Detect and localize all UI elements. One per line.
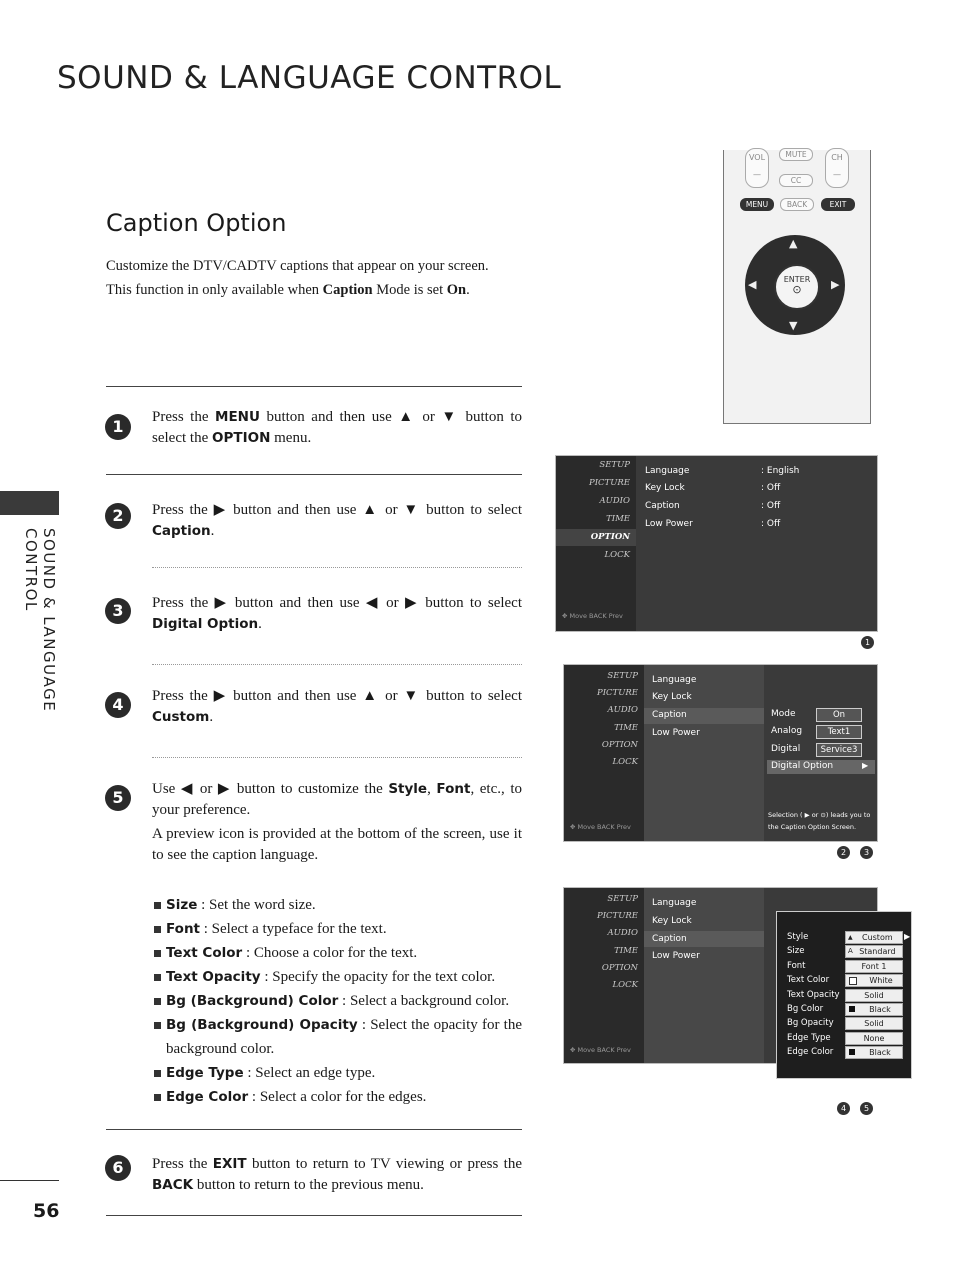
move-icon: ✥ — [562, 612, 568, 620]
intro-text: Mode is set — [372, 281, 447, 298]
step-number-4: 4 — [105, 692, 131, 718]
vol-rocker — [745, 148, 769, 188]
popup-value: Custom — [861, 933, 893, 942]
keyword-menu: MENU — [215, 409, 260, 425]
step-text: , — [427, 781, 437, 797]
arrow-right-icon: ▶ — [831, 278, 840, 291]
osd-list-item: Caption — [652, 934, 687, 944]
section-intro — [106, 256, 526, 303]
osd-menu-picture: PICTURE — [596, 688, 638, 698]
intro-keyword-on: On — [446, 281, 467, 298]
option-term: Text Opacity — [166, 969, 261, 985]
list-item — [152, 941, 522, 965]
step-text: . — [209, 709, 214, 725]
step-6-text — [152, 1154, 522, 1196]
list-item — [152, 917, 522, 941]
color-swatch-icon — [849, 1049, 855, 1055]
exit-button: EXIT — [821, 198, 855, 211]
osd-footer-move: Move — [577, 1046, 595, 1054]
osd-menu-setup: SETUP — [599, 460, 630, 470]
color-swatch-icon — [849, 977, 857, 985]
bullet-square-icon — [154, 1022, 161, 1029]
osd-list-item: Language — [652, 898, 697, 908]
arrow-left-icon: ◀ — [748, 278, 757, 291]
osd-menu-option: OPTION — [601, 963, 638, 973]
option-desc: : Select a background color. — [338, 993, 510, 1009]
bullet-square-icon — [154, 950, 161, 957]
option-desc: : Select a typeface for the text. — [200, 921, 387, 937]
list-item — [152, 965, 522, 989]
dotted-divider — [152, 567, 522, 568]
osd-list-item: Low Power — [652, 728, 700, 738]
popup-label: Font — [787, 961, 806, 971]
sidebar-section-label: SOUND & LANGUAGE CONTROL — [22, 528, 58, 713]
size-preview-icon: A — [848, 947, 853, 955]
list-item — [152, 893, 522, 917]
popup-label: Bg Color — [787, 1004, 824, 1014]
osd-list-item: Language — [652, 675, 697, 685]
intro-text: This function in only available when — [106, 281, 323, 298]
osd-row-value: : Off — [761, 483, 781, 493]
popup-label: Text Color — [787, 975, 830, 985]
osd-menu-option: OPTION — [601, 740, 638, 750]
list-item — [152, 1013, 522, 1061]
osd-mode-field: On — [816, 708, 862, 722]
section-heading: Caption Option — [106, 209, 287, 237]
osd-menu-option: OPTION — [590, 532, 630, 542]
osd-list-item: Key Lock — [652, 916, 692, 926]
osd-analog-label: Analog — [771, 726, 803, 736]
step-text: . — [258, 616, 262, 632]
osd-hint-note: Selection ( ▶ or ⊙) leads you to the Caption Option Screen. — [768, 811, 871, 831]
intro-keyword-caption: Caption — [322, 281, 373, 298]
step-2-text — [152, 500, 522, 542]
step-text: Press the ▶ button and then use ▲ or ▼ button to select — [152, 688, 522, 704]
bullet-square-icon — [154, 1094, 161, 1101]
osd-footer — [570, 823, 631, 831]
popup-field — [845, 945, 903, 958]
keyword-font: Font — [436, 781, 471, 797]
screen-step-badge: 1 — [861, 636, 874, 649]
option-desc: : Choose a color for the text. — [242, 945, 418, 961]
osd-row-label: Low Power — [645, 519, 693, 529]
osd-row-label: Key Lock — [645, 483, 685, 493]
popup-field — [845, 974, 903, 987]
popup-field — [845, 1003, 903, 1016]
ch-rocker — [825, 148, 849, 188]
step-text: . — [210, 523, 215, 539]
option-desc: : Select the opacity for the background color. — [166, 1017, 523, 1057]
sidebar-tab — [0, 491, 59, 515]
osd-footer-move: Move — [569, 612, 587, 620]
popup-label: Size — [787, 946, 805, 956]
osd-menu-audio: AUDIO — [599, 496, 630, 506]
screen-step-badge: 3 — [860, 846, 873, 859]
step-text: Press the ▶ button and then use ◀ or ▶ button to select — [152, 595, 522, 611]
step-text: Press the ▶ button and then use ▲ or ▼ button to select — [152, 502, 522, 518]
osd-footer — [570, 1046, 631, 1054]
ch-label: CH — [831, 153, 843, 162]
step-text: Press the — [152, 409, 216, 425]
intro-paragraph-2 — [106, 280, 526, 302]
osd-list-item: Key Lock — [652, 692, 692, 702]
osd-digital-option-label: Digital Option — [771, 761, 834, 771]
popup-value: Black — [869, 1005, 891, 1014]
bullet-square-icon — [154, 974, 161, 981]
popup-field: Solid — [845, 989, 903, 1002]
keyword-option: OPTION — [211, 430, 271, 446]
step-text: button to return to TV viewing or press the — [246, 1156, 522, 1172]
vol-minus: — — [753, 170, 761, 179]
screen-step-badge: 2 — [837, 846, 850, 859]
step-number-2: 2 — [105, 503, 131, 529]
step-1-text — [152, 407, 522, 449]
osd-footer-prev: Prev — [616, 823, 631, 831]
keyword-caption: Caption — [152, 523, 211, 539]
step-3-text — [152, 593, 522, 635]
move-icon: ✥ — [570, 1046, 576, 1054]
popup-label: Bg Opacity — [787, 1018, 834, 1028]
popup-label: Edge Type — [787, 1033, 831, 1043]
option-desc: : Specify the opacity for the text color. — [260, 969, 496, 985]
keyword-style: Style — [388, 781, 428, 797]
keyword-exit: EXIT — [212, 1156, 247, 1172]
move-icon: ✥ — [570, 823, 576, 831]
dotted-divider — [152, 664, 522, 665]
option-term: Edge Type — [166, 1065, 244, 1081]
option-term: Bg (Background) Opacity — [166, 1017, 358, 1033]
caption-option-list — [152, 893, 522, 1109]
osd-footer-back-key: BACK — [597, 1046, 615, 1054]
arrow-right-icon: ▶ — [862, 761, 869, 770]
osd-footer-move: Move — [577, 823, 595, 831]
step-5-extra: A preview icon is provided at the bottom of the screen, use it to see the caption language. — [152, 826, 522, 863]
ch-minus: — — [833, 170, 841, 179]
osd-menu-lock: LOCK — [604, 550, 630, 560]
divider — [106, 1129, 522, 1130]
enter-label: ENTER — [783, 275, 811, 284]
enter-dot-icon: ⊙ — [792, 283, 802, 296]
option-term: Bg (Background) Color — [166, 993, 339, 1009]
osd-menu-setup: SETUP — [607, 894, 638, 904]
color-swatch-icon — [849, 1006, 855, 1012]
osd-menu-time: TIME — [614, 723, 638, 733]
popup-label: Style — [787, 932, 809, 942]
popup-value: White — [869, 976, 893, 985]
osd-menu-sidebar — [564, 888, 644, 1063]
step-text: button and then use ▲ or ▼ button to select the — [152, 409, 522, 446]
list-item — [152, 989, 522, 1013]
updown-icon: ▲ — [848, 934, 853, 941]
divider — [106, 474, 522, 475]
screen-step-badge: 5 — [860, 1102, 873, 1115]
remote-control-illustration — [723, 150, 871, 424]
step-number-5: 5 — [105, 785, 131, 811]
step-text: button to return to the previous menu. — [193, 1177, 424, 1193]
list-item — [152, 1061, 522, 1085]
osd-footer-prev: Prev — [608, 612, 623, 620]
step-4-text — [152, 686, 522, 728]
osd-submenu-panel — [644, 888, 764, 1063]
bullet-square-icon — [154, 998, 161, 1005]
osd-screen-1 — [555, 455, 878, 632]
osd-row-value: : Off — [761, 501, 781, 511]
popup-value: Black — [869, 1048, 891, 1057]
osd-row-value: : English — [761, 466, 800, 476]
osd-footer — [562, 612, 623, 620]
step-5-paragraph — [152, 779, 522, 821]
step-5-text — [152, 779, 522, 869]
bullet-square-icon — [154, 926, 161, 933]
osd-row-label: Caption — [645, 501, 680, 511]
page-number: 56 — [33, 1200, 60, 1222]
step-number-3: 3 — [105, 598, 131, 624]
keyword-custom: Custom — [152, 709, 210, 725]
enter-button — [774, 264, 820, 310]
osd-digital-field: Service3 — [816, 743, 862, 757]
arrow-up-icon: ▲ — [789, 237, 798, 250]
popup-field — [845, 1046, 903, 1059]
intro-text: . — [466, 281, 470, 298]
list-item — [152, 1085, 522, 1109]
osd-menu-setup: SETUP — [607, 671, 638, 681]
bullet-square-icon — [154, 1070, 161, 1077]
keyword-back: BACK — [152, 1177, 194, 1193]
osd-menu-audio: AUDIO — [607, 928, 638, 938]
back-button: BACK — [780, 198, 814, 211]
osd-analog-field: Text1 — [816, 725, 862, 739]
vol-label: VOL — [748, 153, 766, 162]
dotted-divider — [152, 757, 522, 758]
option-term: Font — [166, 921, 201, 937]
osd-row-value: : Off — [761, 519, 781, 529]
osd-list-item: Low Power — [652, 951, 700, 961]
option-desc: : Select an edge type. — [243, 1065, 376, 1081]
osd-list-item: Caption — [652, 710, 687, 720]
osd-digital-label: Digital — [771, 744, 801, 754]
osd-menu-lock: LOCK — [612, 757, 638, 767]
osd-menu-audio: AUDIO — [607, 705, 638, 715]
popup-label: Text Opacity — [787, 990, 840, 1000]
osd-menu-time: TIME — [614, 946, 638, 956]
osd-footer-prev: Prev — [616, 1046, 631, 1054]
osd-row-label: Language — [645, 466, 690, 476]
page-number-rule — [0, 1180, 59, 1181]
cc-button: CC — [779, 174, 813, 187]
step-text: Use ◀ or ▶ button to customize the — [152, 781, 389, 797]
bullet-square-icon — [154, 902, 161, 909]
osd-menu-lock: LOCK — [612, 980, 638, 990]
intro-paragraph-1: Customize the DTV/CADTV captions that appear on your screen. — [106, 258, 489, 274]
caption-custom-popup — [776, 911, 912, 1079]
osd-menu-picture: PICTURE — [596, 911, 638, 921]
step-text: , etc., to your preference. — [152, 781, 522, 818]
popup-field — [845, 931, 903, 944]
arrow-right-icon: ▶ — [904, 932, 911, 941]
osd-footer-back-key: BACK — [589, 612, 607, 620]
option-desc: : Set the word size. — [197, 897, 316, 913]
step-number-1: 1 — [105, 414, 131, 440]
osd-menu-picture: PICTURE — [588, 478, 630, 488]
osd-screen-2 — [563, 664, 878, 842]
step-number-6: 6 — [105, 1155, 131, 1181]
divider — [106, 1215, 522, 1216]
mute-button: MUTE — [779, 148, 813, 161]
osd-mode-label: Mode — [771, 709, 796, 719]
page-title: SOUND & LANGUAGE CONTROL — [57, 60, 562, 96]
option-term: Edge Color — [166, 1089, 249, 1105]
popup-field: Font 1 — [845, 960, 903, 973]
osd-menu-time: TIME — [606, 514, 630, 524]
divider — [106, 386, 522, 387]
menu-button: MENU — [740, 198, 774, 211]
osd-menu-sidebar — [556, 456, 636, 631]
popup-value: Standard — [859, 947, 896, 956]
screen-step-badge: 4 — [837, 1102, 850, 1115]
popup-field: Solid — [845, 1017, 903, 1030]
osd-footer-back-key: BACK — [597, 823, 615, 831]
option-term: Text Color — [166, 945, 243, 961]
step-text: Press the — [152, 1156, 213, 1172]
keyword-digital-option: Digital Option — [152, 616, 259, 632]
option-desc: : Select a color for the edges. — [248, 1089, 427, 1105]
popup-label: Edge Color — [787, 1047, 834, 1057]
step-text: menu. — [270, 430, 312, 446]
osd-menu-sidebar — [564, 665, 644, 841]
popup-field: None — [845, 1032, 903, 1045]
arrow-down-icon: ▼ — [789, 319, 798, 332]
option-term: Size — [166, 897, 198, 913]
